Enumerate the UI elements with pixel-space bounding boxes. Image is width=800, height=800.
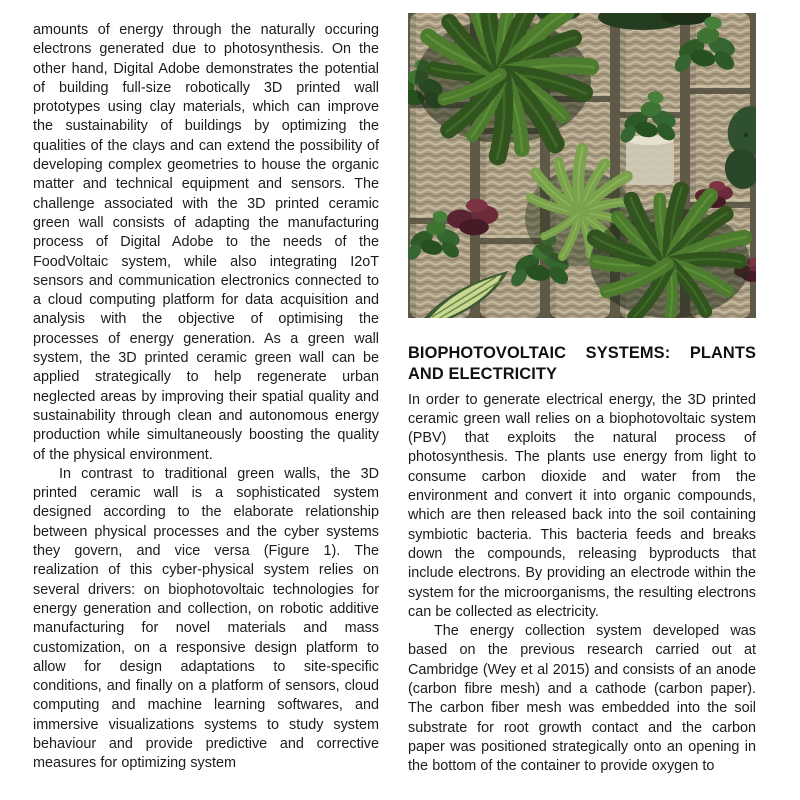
right-column [408, 13, 756, 777]
section-heading-line1: BIOPHOTOVOLTAIC SYSTEMS: PLANTS [408, 344, 756, 362]
white-pot [626, 135, 674, 185]
left-column [33, 21, 379, 774]
body-paragraph: The energy collection system developed was based on the previous research carried out at Cambridge (Wey et al 2015) and consists of an anode (carbon fibre mesh) and a cathode (carbon paper). The carbon fiber mesh was embedded into the soil substrate for root growth contact and the carbon paper was positioned strategically onto an opening in the bottom of the container to provide oxygen to [408, 623, 756, 775]
body-paragraph: In order to generate electrical energy, the 3D printed ceramic green wall relies on a biophotovoltaic system (PBV) that exploits the natural process of photosynthesis. The plants use energy from light to consume carbon dioxide and water from the environment and convert it into organic compounds, which are then released back into the soil containing symbiotic bacteria. This bacteria feeds and breaks down the compounds, releasing byproducts that include electrons. By providing an electrode within the system for the microorganisms, the resulting electrons can be collected as electricity. [408, 391, 756, 620]
green-wall-photo [408, 13, 756, 318]
body-paragraph: In contrast to traditional green walls, the 3D printed ceramic wall is a sophisticated system designed according to the elaborate relationship between physical processes and the cyber systems they govern, and vice versa (Figure 1). The realization of this cyber-physical system relies on several drivers: on biophotovoltaic technologies for energy generation and collection, on robotic additive manufacturing for novel materials and mass customization, on a responsive design platform to allow for design adaptations to site-specific conditions, and finally on a platform of sensors, cloud computing and machine learning softwares, and immersive visualizations systems to study system behaviour and provide predictive and corrective measures for optimizing system [33, 465, 379, 772]
body-paragraph: amounts of energy through the naturally occuring electrons generated due to photosynthesis. On the other hand, Digital Adobe demonstrates the potential of building full-size robotically 3D printed wall prototypes using clay materials, which can improve the sustainability of buildings by optimizing the qualities of the clays and can extend the possibility of developing complex geometries to house the organic matter and technical equipment and sensors. The challenge associated with the 3D printed ceramic green wall consists of adapting the manufacturing process of Digital Adobe to the needs of the FoodVoltaic system, while also integrating I2oT sensors and communication electronics connected to a cloud computing platform for data acquisition and analysis with the objective of optimising the processes of energy generation. As a green wall system, the 3D printed ceramic green wall can be applied strategically to help regenerate urban neglected areas by improving their spatial quality and sustainability through clean and autonomous energy production while simultaneously boosting the quality of the physical environment. [33, 22, 379, 463]
section-heading [408, 343, 756, 385]
green-wall-figure [408, 13, 756, 318]
section-heading-line2: AND ELECTRICITY [408, 364, 558, 383]
